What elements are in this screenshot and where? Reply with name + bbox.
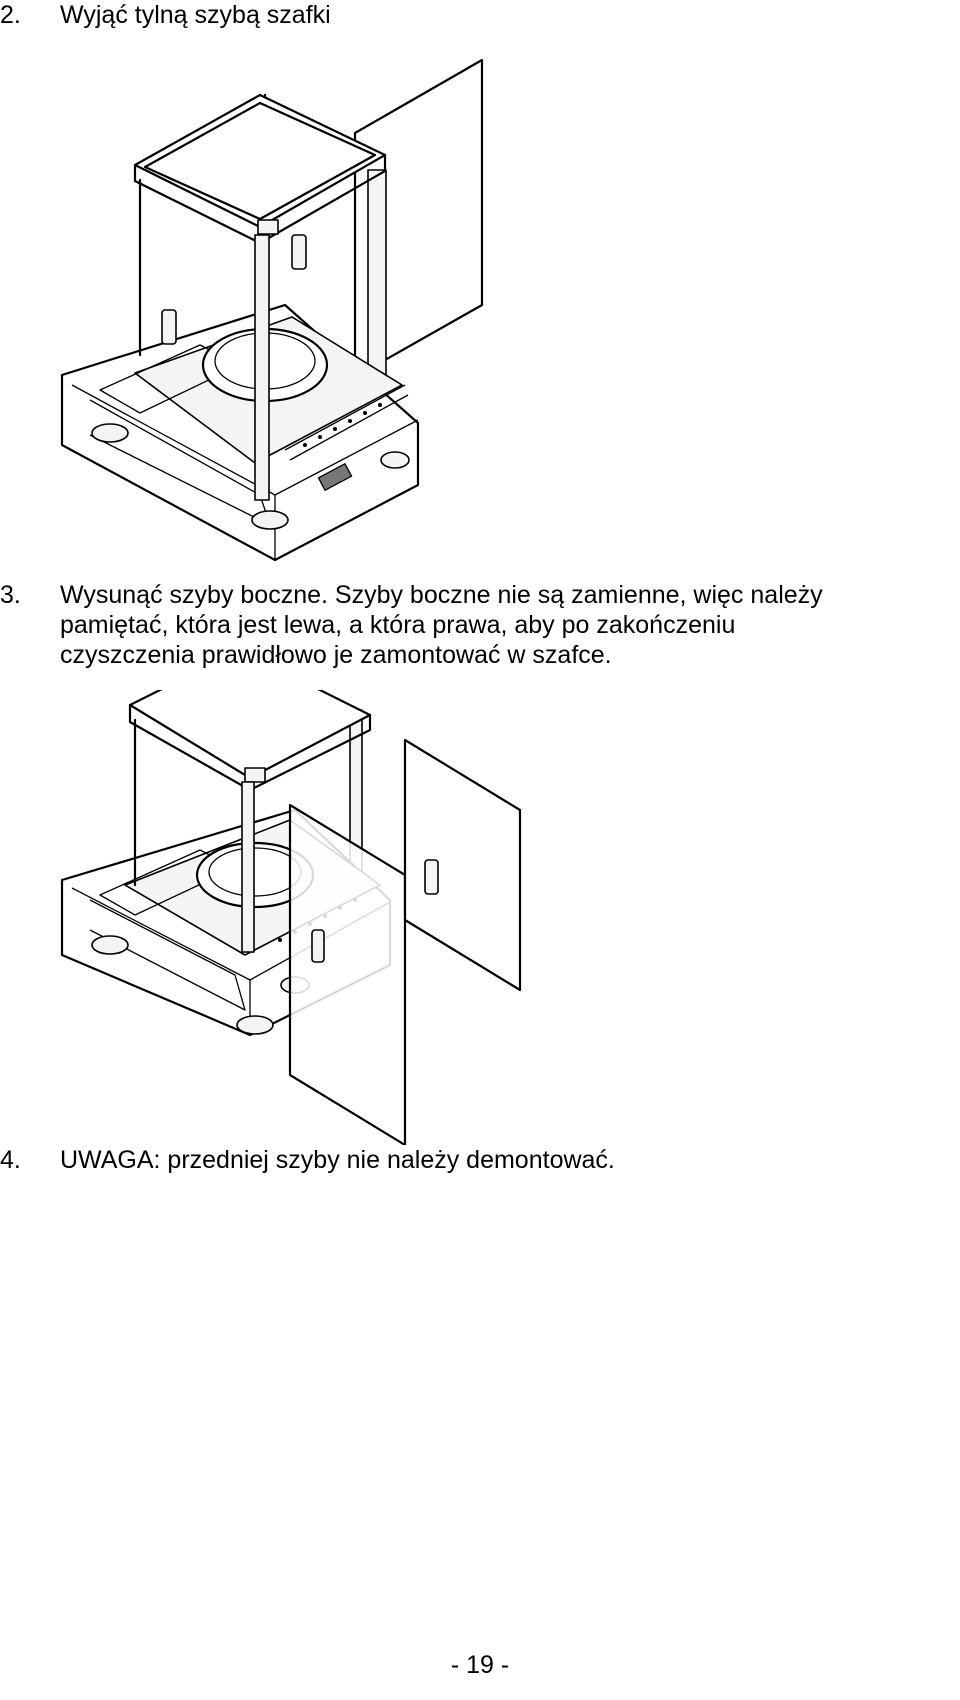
door-handle [162,310,176,344]
step-number: 3. [0,581,21,609]
foot [381,452,409,468]
top-frame [130,690,370,778]
door-handle [312,930,324,962]
foot [252,511,288,529]
page-number: - 19 - [450,1651,510,1679]
balance-rear-glass-removal-illustration [50,55,540,575]
instruction-step-4 [0,1145,960,1177]
instruction-step-2 [0,0,960,32]
step-text: Wyjąć tylną szybą szafki [60,1,331,29]
door-handle [292,235,306,269]
step-text: Wysunąć szyby boczne. Szyby boczne nie są zamienne, więc należy pamiętać, która jest lewa, a która prawa, aby po zakończeniu czyszczenia prawidłowo je zamontować w szafce. [60,581,823,669]
side-glass-left [290,805,405,1145]
side-glass-right [405,740,520,990]
step-number: 4. [0,1146,21,1174]
balance-side-glass-removal-illustration [50,690,580,1145]
step-number: 2. [0,1,21,29]
step-text: UWAGA: przedniej szyby nie należy demontować. [60,1146,615,1174]
foot [237,1016,273,1034]
instruction-step-3 [0,580,960,705]
door-handle [425,860,438,894]
foot [92,936,128,954]
foot [92,424,128,442]
